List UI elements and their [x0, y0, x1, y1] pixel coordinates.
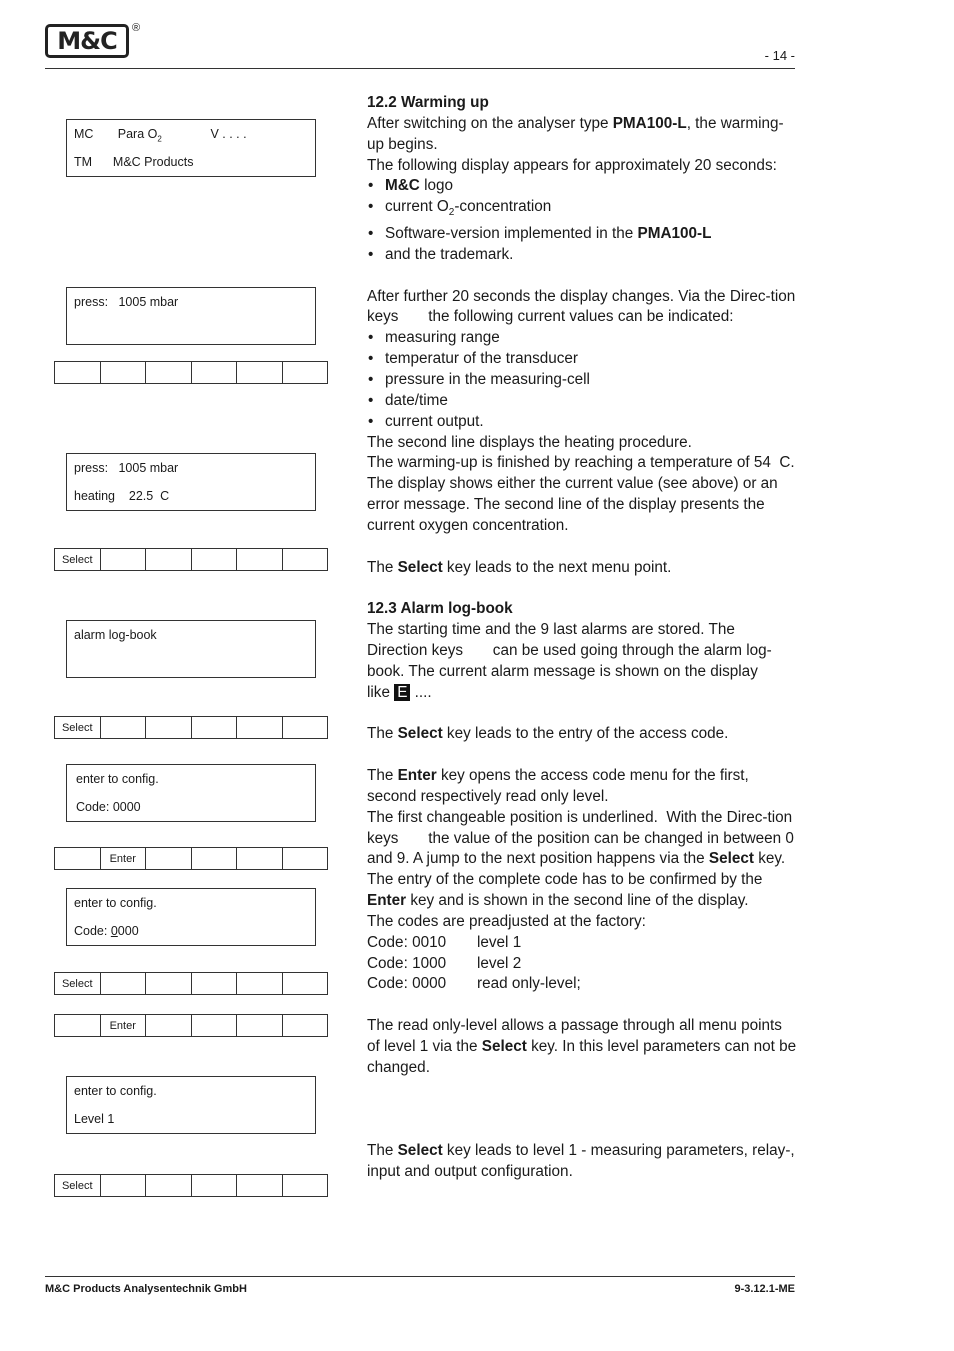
- paragraph: The second line displays the heating procedure.: [367, 433, 692, 451]
- key-2[interactable]: [101, 362, 147, 383]
- bullet-item: • current output.: [367, 412, 797, 433]
- display-enter-config-1: [66, 764, 316, 822]
- key-4[interactable]: [192, 848, 238, 869]
- footer-rule: [45, 1276, 795, 1277]
- key-2[interactable]: [101, 1175, 147, 1196]
- key-4[interactable]: [192, 1175, 238, 1196]
- display-enter-config-2: [66, 888, 316, 946]
- key-3[interactable]: [146, 362, 192, 383]
- key-6[interactable]: [283, 1015, 328, 1036]
- key-1[interactable]: [55, 1015, 101, 1036]
- display-line1: enter to config.: [74, 896, 157, 910]
- bullet-item: • date/time: [367, 391, 797, 412]
- display-pressure: [66, 287, 316, 345]
- key-6[interactable]: [283, 362, 328, 383]
- registered-mark: ®: [132, 22, 141, 34]
- display-line2: Code: 0000: [74, 924, 139, 938]
- key-row-5: [54, 972, 328, 995]
- key-4[interactable]: [192, 362, 238, 383]
- bullet-item: • pressure in the measuring-cell: [367, 370, 797, 391]
- mc-logo: [45, 24, 129, 58]
- code-row: Code: 0010 level 1: [367, 933, 522, 951]
- paragraph: The Enter key opens the access code menu for the first, second respectively read only level.: [367, 767, 749, 805]
- key-5[interactable]: [237, 1015, 283, 1036]
- select-key[interactable]: Select: [55, 549, 101, 570]
- enter-key[interactable]: Enter: [101, 848, 147, 869]
- error-display-sample: E: [394, 684, 410, 701]
- key-5[interactable]: [237, 362, 283, 383]
- key-row-4: [54, 847, 328, 870]
- paragraph: like E ....: [367, 683, 432, 701]
- key-row-7: [54, 1174, 328, 1197]
- display-line1: press: 1005 mbar: [74, 295, 179, 309]
- footer-company: M&C Products Analysentechnik GmbH: [45, 1283, 247, 1295]
- display-heating: [66, 453, 316, 511]
- enter-key[interactable]: Enter: [101, 1015, 147, 1036]
- key-row-3: [54, 716, 328, 739]
- display-line1: press: 1005 mbar: [74, 461, 179, 475]
- display-enter-config-level: [66, 1076, 316, 1134]
- select-key[interactable]: Select: [55, 1175, 101, 1196]
- underlined-digit: 0: [110, 924, 118, 938]
- key-6[interactable]: [283, 848, 328, 869]
- paragraph: The starting time and the 9 last alarms are stored. The Direction keys can be used going through the alarm log-book. The current alarm message is shown on the display: [367, 621, 772, 680]
- paragraph: The codes are preadjusted at the factory:: [367, 912, 646, 930]
- key-6[interactable]: [283, 549, 328, 570]
- select-key[interactable]: Select: [55, 717, 101, 738]
- display-line2: heating 22.5 C: [74, 489, 170, 503]
- key-5[interactable]: [237, 1175, 283, 1196]
- key-3[interactable]: [146, 549, 192, 570]
- key-row-6: [54, 1014, 328, 1037]
- bullet-item: • measuring range: [367, 328, 797, 349]
- paragraph: The Select key leads to the entry of the access code.: [367, 725, 729, 743]
- paragraph: The Select key leads to level 1 - measuring parameters, relay-, input and output configuration.: [367, 1142, 795, 1181]
- key-4[interactable]: [192, 549, 238, 570]
- page-number: - 14 -: [764, 48, 795, 63]
- display-line2: Level 1: [74, 1112, 115, 1126]
- display-startup: [66, 119, 316, 177]
- key-3[interactable]: [146, 1015, 192, 1036]
- key-5[interactable]: [237, 717, 283, 738]
- paragraph: After switching on the analyser type PMA100-L, the warming-up begins.: [367, 114, 784, 153]
- key-6[interactable]: [283, 973, 328, 994]
- key-5[interactable]: [237, 973, 283, 994]
- key-4[interactable]: [192, 1015, 238, 1036]
- key-row-2: [54, 548, 328, 571]
- header-rule: [45, 68, 795, 69]
- display-line1: enter to config.: [76, 772, 159, 786]
- key-3[interactable]: [146, 717, 192, 738]
- display-line2: TM M&C Products: [74, 155, 194, 169]
- logo-text: M&C: [57, 27, 117, 55]
- key-4[interactable]: [192, 973, 238, 994]
- bullet-item: • M&C logo: [367, 176, 797, 197]
- display-line1: enter to config.: [74, 1084, 157, 1098]
- key-6[interactable]: [283, 717, 328, 738]
- display-line1: MC Para $O_2$ V . . . .: [74, 127, 247, 144]
- paragraph: The Select key leads to the next menu point.: [367, 558, 672, 576]
- paragraph: The following display appears for approximately 20 seconds:: [367, 156, 777, 174]
- section-heading-alarm-log-book: 12.3 Alarm log-book: [367, 600, 513, 618]
- key-6[interactable]: [283, 1175, 328, 1196]
- key-3[interactable]: [146, 1175, 192, 1196]
- key-5[interactable]: [237, 549, 283, 570]
- bullet-item: • Software-version implemented in the PMA100-L: [367, 224, 797, 245]
- key-1[interactable]: [55, 362, 101, 383]
- key-4[interactable]: [192, 717, 238, 738]
- key-2[interactable]: [101, 717, 147, 738]
- bullet-item: • and the trademark.: [367, 245, 797, 266]
- section-heading-warming-up: 12.2 Warming up: [367, 94, 489, 111]
- display-line1: alarm log-book: [74, 628, 157, 642]
- key-2[interactable]: [101, 973, 147, 994]
- key-5[interactable]: [237, 848, 283, 869]
- display-line2: Code: 0000: [76, 800, 141, 814]
- code-row: Code: 0000 read only-level;: [367, 975, 581, 993]
- key-3[interactable]: [146, 973, 192, 994]
- key-3[interactable]: [146, 848, 192, 869]
- code-row: Code: 1000 level 2: [367, 954, 522, 972]
- paragraph: The first changeable position is underlined. With the Direc-tion keys the value of the position can be changed in between 0 and 9. A jump to the next position happens via the Select key. The entry of the complete code has to be confirmed by the Enter key and is shown in the second line of the display.: [367, 808, 799, 910]
- footer-doc-code: 9-3.12.1-ME: [734, 1283, 795, 1295]
- paragraph: After further 20 seconds the display changes. Via the Direc-tion keys the following current values can be indicated:: [367, 287, 800, 326]
- bullet-item: • temperatur of the transducer: [367, 349, 797, 370]
- select-key[interactable]: Select: [55, 973, 101, 994]
- body-text: [367, 93, 800, 1183]
- key-row-1: [54, 361, 328, 384]
- paragraph: The read only-level allows a passage through all menu points of level 1 via the Select key. In this level parameters can not be changed.: [367, 1017, 797, 1076]
- display-alarm-logbook: [66, 620, 316, 678]
- key-1[interactable]: [55, 848, 101, 869]
- key-2[interactable]: [101, 549, 147, 570]
- paragraph: The warming-up is finished by reaching a temperature of 54 C. The display shows either the current value (see above) or an error message. The second line of the display presents the current oxygen concentration.: [367, 454, 799, 534]
- bullet-item: • current $O_2$-concentration: [367, 197, 797, 224]
